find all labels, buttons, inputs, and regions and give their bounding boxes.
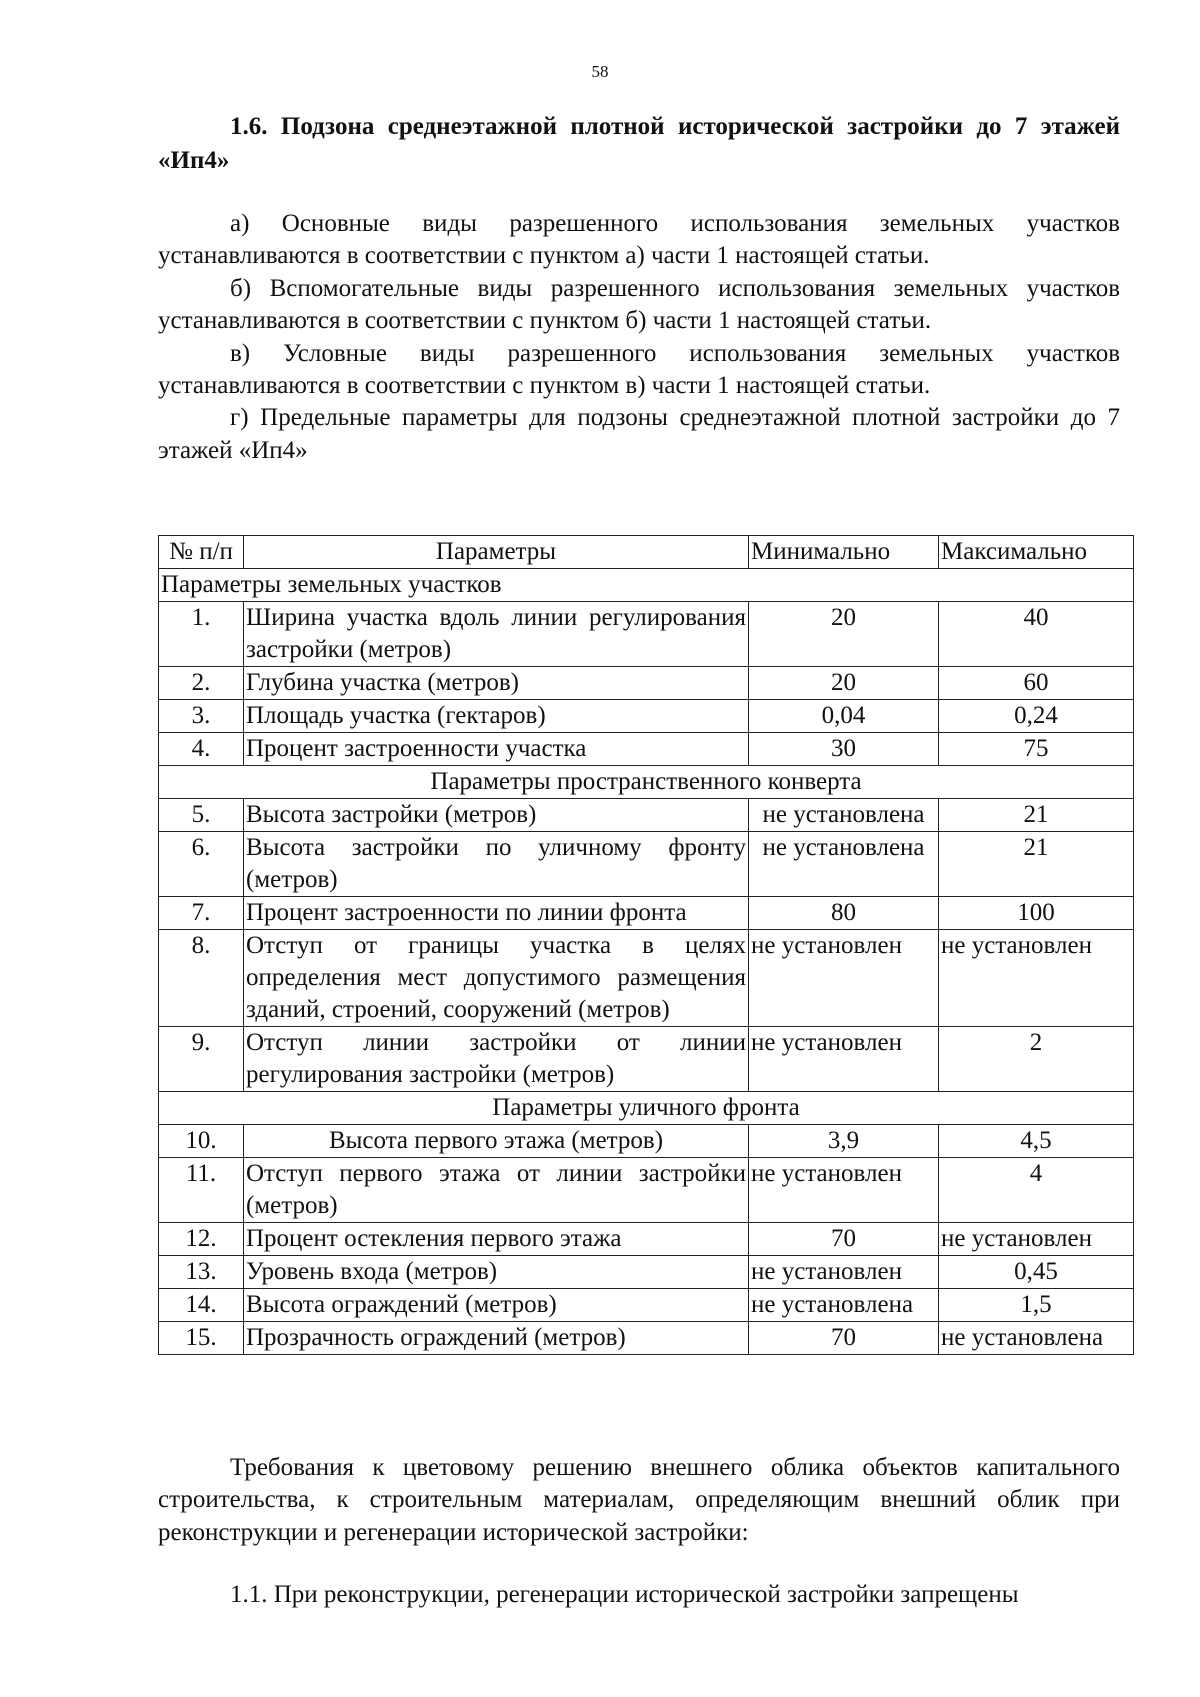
row-number: 6. — [159, 832, 244, 897]
row-maximum: 40 — [939, 602, 1134, 667]
header-maximum: Максимально — [939, 536, 1134, 569]
paragraph-b: б) Вспомогательные виды разрешенного использования земельных участков устанавливаются в соответствии с пунктом б) части 1 настоящей статьи. — [158, 274, 1120, 335]
row-number: 10. — [159, 1125, 244, 1158]
row-parameter: Площадь участка (гектаров) — [244, 700, 749, 733]
table-row — [159, 1027, 1134, 1092]
row-parameter: Отступ первого этажа от линии застройки (метров) — [244, 1158, 749, 1223]
header-minimum: Минимально — [749, 536, 939, 569]
row-number: 5. — [159, 799, 244, 832]
row-parameter: Процент застроенности по линии фронта — [244, 897, 749, 930]
row-minimum: 70 — [749, 1322, 939, 1355]
row-number: 2. — [159, 667, 244, 700]
row-maximum: не установлен — [939, 930, 1134, 1027]
row-minimum: не установлена — [749, 799, 939, 832]
section-row — [159, 1092, 1134, 1125]
row-number: 4. — [159, 733, 244, 766]
row-number: 14. — [159, 1289, 244, 1322]
table-row — [159, 1256, 1134, 1289]
paragraph-g: г) Предельные параметры для подзоны среднеэтажной плотной застройки до 7 этажей «Ип4» — [158, 404, 1120, 464]
row-number: 9. — [159, 1027, 244, 1092]
row-maximum: 2 — [939, 1027, 1134, 1092]
table-row — [159, 799, 1134, 832]
row-parameter: Процент застроенности участка — [244, 733, 749, 766]
row-minimum: 70 — [749, 1223, 939, 1256]
table-row — [159, 1223, 1134, 1256]
row-minimum: не установлен — [749, 930, 939, 1027]
footer-text — [158, 1452, 1120, 1612]
row-parameter: Прозрачность ограждений (метров) — [244, 1322, 749, 1355]
row-minimum: 80 — [749, 897, 939, 930]
row-minimum: не установлен — [749, 1027, 939, 1092]
row-parameter: Отступ линии застройки от линии регулирования застройки (метров) — [244, 1027, 749, 1092]
row-minimum: не установлен — [749, 1256, 939, 1289]
row-number: 15. — [159, 1322, 244, 1355]
row-number: 1. — [159, 602, 244, 667]
row-maximum: 0,24 — [939, 700, 1134, 733]
row-minimum: 3,9 — [749, 1125, 939, 1158]
table-header-row — [159, 536, 1134, 569]
table-row — [159, 602, 1134, 667]
row-maximum: 75 — [939, 733, 1134, 766]
row-number: 7. — [159, 897, 244, 930]
row-parameter: Высота ограждений (метров) — [244, 1289, 749, 1322]
paragraph-a: а) Основные виды разрешенного использования земельных участков устанавливаются в соответствии с пунктом а) части 1 настоящей статьи. — [158, 210, 1120, 270]
parameters-table — [158, 535, 1134, 1355]
row-maximum: не установлен — [939, 1223, 1134, 1256]
row-minimum: 20 — [749, 602, 939, 667]
page-number: 58 — [591, 62, 609, 81]
row-maximum: не установлена — [939, 1322, 1134, 1355]
table-row — [159, 897, 1134, 930]
row-maximum: 1,5 — [939, 1289, 1134, 1322]
row-minimum: не установлена — [749, 832, 939, 897]
row-minimum: не установлена — [749, 1289, 939, 1322]
row-number: 12. — [159, 1223, 244, 1256]
row-parameter: Ширина участка вдоль линии регулирования застройки (метров) — [244, 602, 749, 667]
row-parameter: Высота первого этажа (метров) — [244, 1125, 749, 1158]
table-row — [159, 930, 1134, 1027]
section-label: Параметры уличного фронта — [159, 1092, 1134, 1125]
row-parameter: Процент остекления первого этажа — [244, 1223, 749, 1256]
row-number: 8. — [159, 930, 244, 1027]
row-maximum: 4 — [939, 1158, 1134, 1223]
row-maximum: 60 — [939, 667, 1134, 700]
header-number: № п/п — [159, 536, 244, 569]
section-heading: 1.6. Подзона среднеэтажной плотной исторической застройки до 7 этажей «Ип4» — [158, 113, 1120, 174]
row-parameter: Уровень входа (метров) — [244, 1256, 749, 1289]
row-number: 13. — [159, 1256, 244, 1289]
header-parameters: Параметры — [244, 536, 749, 569]
row-maximum: 0,45 — [939, 1256, 1134, 1289]
row-maximum: 21 — [939, 832, 1134, 897]
table-row — [159, 1289, 1134, 1322]
row-number: 11. — [159, 1158, 244, 1223]
table-row — [159, 1125, 1134, 1158]
body-paragraphs — [158, 208, 1120, 467]
section-label: Параметры пространственного конверта — [159, 766, 1134, 799]
row-minimum: 20 — [749, 667, 939, 700]
section-row — [159, 766, 1134, 799]
row-parameter: Высота застройки (метров) — [244, 799, 749, 832]
table-row — [159, 733, 1134, 766]
table-row — [159, 832, 1134, 897]
row-minimum: 0,04 — [749, 700, 939, 733]
table-row — [159, 667, 1134, 700]
row-number: 3. — [159, 700, 244, 733]
item-paragraph: 1.1. При реконструкции, регенерации исторической застройки запрещены — [230, 1581, 1019, 1609]
row-parameter: Глубина участка (метров) — [244, 667, 749, 700]
row-maximum: 100 — [939, 897, 1134, 930]
requirements-paragraph: Требования к цветовому решению внешнего облика объектов капитального строительства, к строительным материалам, определяющим внешний облик при реконструкции и регенерации исторической застройки: — [158, 1454, 1120, 1546]
row-minimum: 30 — [749, 733, 939, 766]
row-parameter: Высота застройки по уличному фронту (метров) — [244, 832, 749, 897]
row-minimum: не установлен — [749, 1158, 939, 1223]
row-maximum: 4,5 — [939, 1125, 1134, 1158]
table-row — [159, 1158, 1134, 1223]
table-row — [159, 700, 1134, 733]
paragraph-v: в) Условные виды разрешенного использования земельных участков устанавливаются в соответствии с пунктом в) части 1 настоящей статьи. — [158, 339, 1120, 400]
section-row — [159, 569, 1134, 602]
section-label: Параметры земельных участков — [159, 569, 1134, 602]
row-parameter: Отступ от границы участка в целях определения мест допустимого размещения зданий, строений, сооружений (метров) — [244, 930, 749, 1027]
table-row — [159, 1322, 1134, 1355]
row-maximum: 21 — [939, 799, 1134, 832]
